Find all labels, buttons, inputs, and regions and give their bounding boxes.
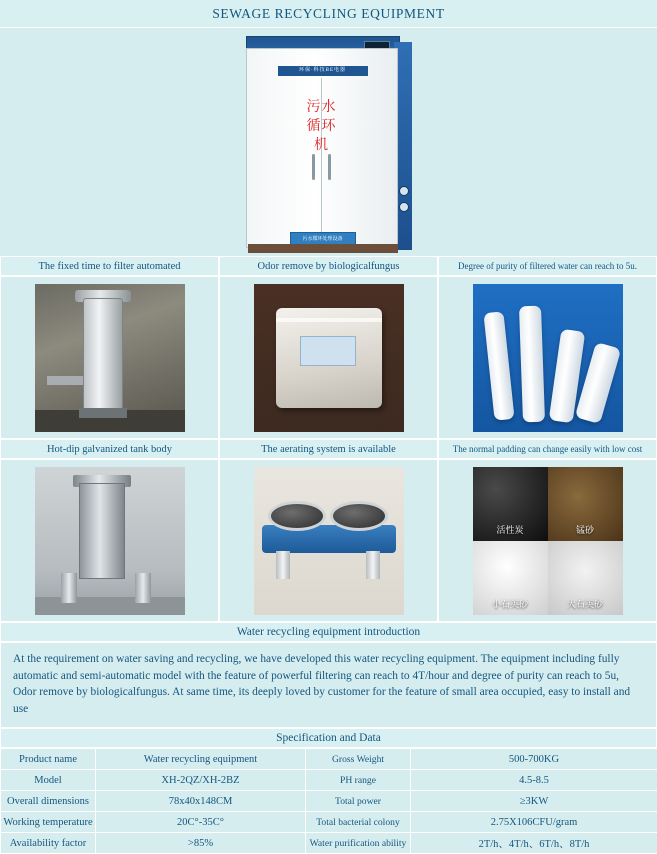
filter-media-quad-photo xyxy=(473,467,623,615)
aerating-system-photo xyxy=(254,467,404,615)
hero-image xyxy=(0,28,657,256)
spec-key: Availability factor xyxy=(1,833,96,854)
spec-title-text: Specification and Data xyxy=(276,732,381,744)
feature-caption-row-2 xyxy=(0,439,657,459)
feature-caption: Hot-dip galvanized tank body xyxy=(0,439,219,459)
spec-value: 2.75X106CFU/gram xyxy=(411,812,657,833)
filter-cartridge xyxy=(518,305,544,422)
aerator-disc xyxy=(330,501,388,531)
media-label: 小石英砂 xyxy=(473,597,548,610)
intro-title-text: Water recycling equipment introduction xyxy=(237,626,420,638)
machine-base xyxy=(248,244,398,253)
vessel-shell xyxy=(83,298,123,410)
spec-value: XH-2QZ/XH-2BZ xyxy=(96,770,306,791)
filter-cartridge xyxy=(483,311,514,420)
table-row xyxy=(1,791,657,812)
fungus-bag xyxy=(276,308,382,408)
aerator-disc xyxy=(268,501,326,531)
machine-chinese-text: 污水循环机 xyxy=(302,98,342,155)
intro-paragraph: At the requirement on water saving and recycling, we have developed this water recycling equipment. The equipment including fully automatic and semi-automatic model with the feature of powerful filtering can reach to 4T/hour and degree of purity can reach to 5u, Odor remove by biologicalfungus. At same time, its deeply loved by customer for the feature of small area occupied, easy to install and use xyxy=(0,642,657,728)
feature-image xyxy=(438,459,657,622)
spec-value: 500-700KG xyxy=(411,749,657,770)
feature-image-row-2 xyxy=(0,459,657,622)
table-row xyxy=(1,749,657,770)
machine-illustration xyxy=(246,36,412,254)
vessel-foot xyxy=(79,408,127,418)
door-handle-left xyxy=(312,154,315,180)
feature-caption-row-1 xyxy=(0,256,657,276)
media-label: 大石英砂 xyxy=(548,597,623,610)
spec-key: Water purification ability xyxy=(306,833,411,854)
feature-caption: The normal padding can change easily with low cost xyxy=(438,439,657,459)
feature-image xyxy=(219,459,438,622)
spec-key: Total power xyxy=(306,791,411,812)
media-fine-quartz-sand xyxy=(473,541,548,615)
feature-caption: Odor remove by biologicalfungus xyxy=(219,256,438,276)
feature-caption: Degree of purity of filtered water can reach to 5u. xyxy=(438,256,657,276)
spec-value: 20C°-35C° xyxy=(96,812,306,833)
machine-door-label: 污水循环处理设备 xyxy=(290,232,356,246)
spec-value: >85% xyxy=(96,833,306,854)
spec-value: 78x40x148CM xyxy=(96,791,306,812)
gauge-secondary-icon xyxy=(399,202,409,212)
table-row xyxy=(1,812,657,833)
spec-value: Water recycling equipment xyxy=(96,749,306,770)
spec-key: Gross Weight xyxy=(306,749,411,770)
feature-image xyxy=(0,276,219,439)
media-activated-carbon xyxy=(473,467,548,541)
feature-image xyxy=(438,276,657,439)
door-handle-right xyxy=(328,154,331,180)
pp-filter-cartridges-photo xyxy=(473,284,623,432)
spec-key: Model xyxy=(1,770,96,791)
media-coarse-quartz-sand xyxy=(548,541,623,615)
feature-caption: The aerating system is available xyxy=(219,439,438,459)
bag-seam xyxy=(276,318,382,322)
spec-title xyxy=(0,728,657,748)
spec-key: Overall dimensions xyxy=(1,791,96,812)
page-title-text: SEWAGE RECYCLING EQUIPMENT xyxy=(212,6,444,22)
table-row xyxy=(1,770,657,791)
bag-label xyxy=(300,336,356,366)
stainless-filter-vessel-photo xyxy=(35,284,185,432)
machine-brand-label: 环保·科技BE电器 xyxy=(278,66,368,76)
spec-table xyxy=(0,748,657,854)
feature-image xyxy=(219,276,438,439)
tank-shell xyxy=(79,483,125,579)
spec-value: 2T/h、4T/h、6T/h、8T/h xyxy=(411,833,657,854)
spec-key: Total bacterial colony xyxy=(306,812,411,833)
photo-floor xyxy=(35,597,185,615)
gauge-icon xyxy=(399,186,409,196)
spec-value: 4.5-8.5 xyxy=(411,770,657,791)
aerator-leg-right xyxy=(366,551,380,579)
feature-image-row-1 xyxy=(0,276,657,439)
aerator-leg-left xyxy=(276,551,290,579)
feature-image xyxy=(0,459,219,622)
spec-key: Product name xyxy=(1,749,96,770)
biological-fungus-bag-photo xyxy=(254,284,404,432)
spec-value: ≥3KW xyxy=(411,791,657,812)
spec-key: PH range xyxy=(306,770,411,791)
media-label: 活性炭 xyxy=(473,523,548,536)
page-title xyxy=(0,0,657,28)
tank-leg-left xyxy=(61,573,77,603)
tank-leg-right xyxy=(135,573,151,603)
galvanized-tank-photo xyxy=(35,467,185,615)
feature-caption: The fixed time to filter automated xyxy=(0,256,219,276)
media-manganese-sand xyxy=(548,467,623,541)
inlet-pipe xyxy=(47,376,87,385)
spec-key: Working temperature xyxy=(1,812,96,833)
media-label: 锰砂 xyxy=(548,523,623,536)
intro-title xyxy=(0,622,657,642)
